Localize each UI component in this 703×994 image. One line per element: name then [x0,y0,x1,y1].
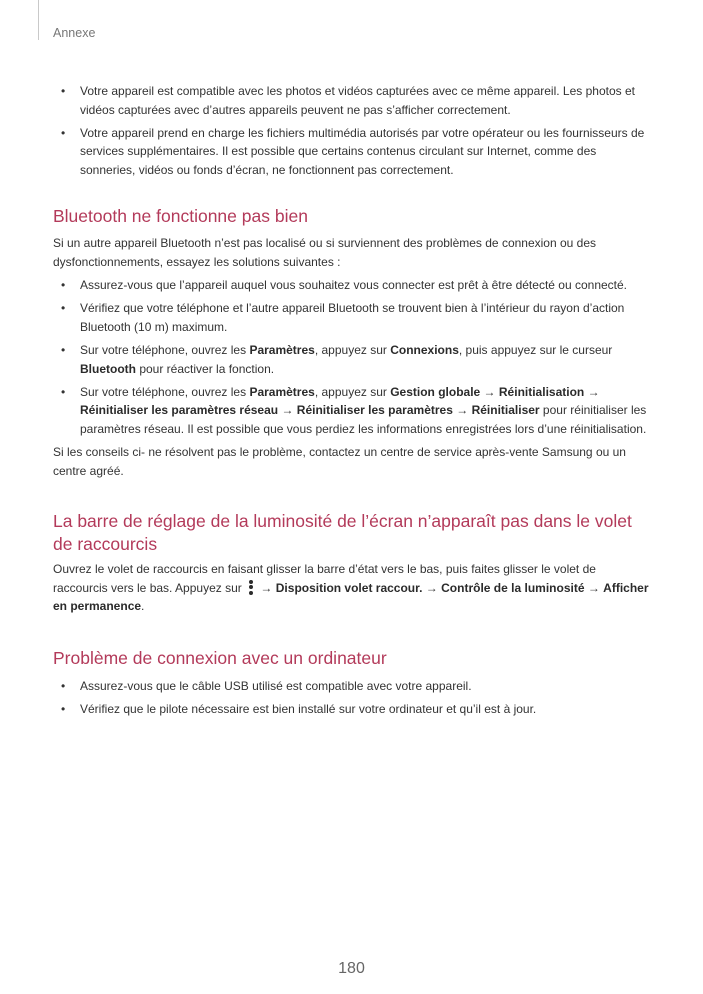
menu-term-parametres: Paramètres [249,342,315,357]
menu-term-afficher-permanence: Afficher en permanence [53,580,649,614]
luminosite-paragraph [53,560,649,616]
menu-term-disposition: Disposition volet raccour. [275,580,423,595]
list-item-text: Votre appareil prend en charge les fichiers multimédia autorisés par votre opérateur ou les fournisseurs de services supplémentaires. Il est possible que certains contenus circulant sur Internet, comme des sonneries, vidéos ou fonds d’écran, ne fonctionnent pas correctement. [80,125,645,177]
more-options-icon [247,579,255,596]
list-item-text: Assurez-vous que le câble USB utilisé est compatible avec votre appareil. [80,679,472,694]
arrow: → [422,580,442,595]
bullet-icon: • [61,384,66,399]
bullet-icon: • [61,278,66,293]
page-number: 180 [338,960,365,977]
bluetooth-outro: Si les conseils ci- ne résolvent pas le problème, contactez un centre de service après-vente Samsung ou un centre agréé. [53,444,626,478]
bluetooth-heading: Bluetooth ne fonctionne pas bien [53,206,308,227]
text: pour réinitialiser les paramètres réseau. Il est possible que vous perdiez les informations enregistrées lors d’une réinitialisation. [80,403,647,436]
arrow: → [278,403,297,418]
arrow: → [452,403,472,418]
menu-term-bluetooth: Bluetooth [80,361,136,376]
ordinateur-bullet-list [53,677,649,719]
list-item [53,383,649,439]
bluetooth-bullet-list [53,276,649,438]
text: , appuyez sur [314,342,391,357]
arrow: → [584,580,604,595]
text: , puis appuyez sur le curseur [458,342,613,357]
bullet-icon: • [61,301,66,316]
list-item [53,700,649,719]
text: Sur votre téléphone, ouvrez les [80,384,250,399]
list-item [53,276,649,295]
intro-bullet-list [53,82,649,179]
margin-rule [38,0,39,40]
bullet-icon: • [61,342,66,357]
bluetooth-intro: Si un autre appareil Bluetooth n’est pas localisé ou si surviennent des problèmes de connexion ou des dysfonctionnements, essayez les solutions suivantes : [53,235,597,269]
list-item [53,341,649,378]
list-item-text: Assurez-vous que l’appareil auquel vous souhaitez vous connecter est prêt à être détecté ou connecté. [80,278,628,293]
menu-term-controle-luminosite: Contrôle de la luminosité [441,580,585,595]
bullet-icon: • [61,702,66,717]
arrow: → [480,384,499,399]
bullet-icon: • [61,84,66,98]
text: Sur votre téléphone, ouvrez les [80,342,250,357]
menu-term-reinitialisation: Réinitialisation [498,384,585,399]
list-item-text: Vérifiez que votre téléphone et l’autre appareil Bluetooth se trouvent bien à l’intérieur du rayon d’action Bluetooth (10 m) maximum. [80,301,625,334]
text: . [141,599,145,614]
list-item [53,82,649,119]
arrow: → [257,580,276,595]
menu-term-gestion-globale: Gestion globale [390,384,481,399]
luminosite-heading: La barre de réglage de la luminosité de l’écran n’apparaît pas dans le volet de raccourcis [53,511,632,554]
text: pour réactiver la fonction. [136,361,275,376]
menu-term-reinit-reseau: Réinitialiser les paramètres réseau [80,403,279,418]
text: Ouvrez le volet de raccourcis en faisant glisser la barre d’état vers le bas, puis faites glisser le volet de raccourcis vers le bas. Appuyez sur [53,562,596,595]
text: , appuyez sur [314,384,391,399]
bullet-icon: • [61,125,66,140]
menu-term-reinit-parametres: Réinitialiser les paramètres [296,403,453,418]
list-item [53,124,649,180]
section-header: Annexe [53,26,96,40]
bullet-icon: • [61,679,66,694]
arrow: → [584,384,600,399]
list-item-text: Votre appareil est compatible avec les photos et vidéos capturées avec ce même appareil. Les photos et vidéos capturées avec d’autres appareils peuvent ne pas s’afficher correctement. [80,84,635,117]
menu-term-parametres: Paramètres [249,384,315,399]
list-item [53,677,649,696]
menu-term-connexions: Connexions [390,342,459,357]
ordinateur-heading: Problème de connexion avec un ordinateur [53,647,387,668]
list-item-text: Vérifiez que le pilote nécessaire est bien installé sur votre ordinateur et qu’il est à jour. [80,702,537,717]
menu-term-reinitialiser: Réinitialiser [471,403,540,418]
list-item [53,299,649,336]
page-content [53,82,649,724]
